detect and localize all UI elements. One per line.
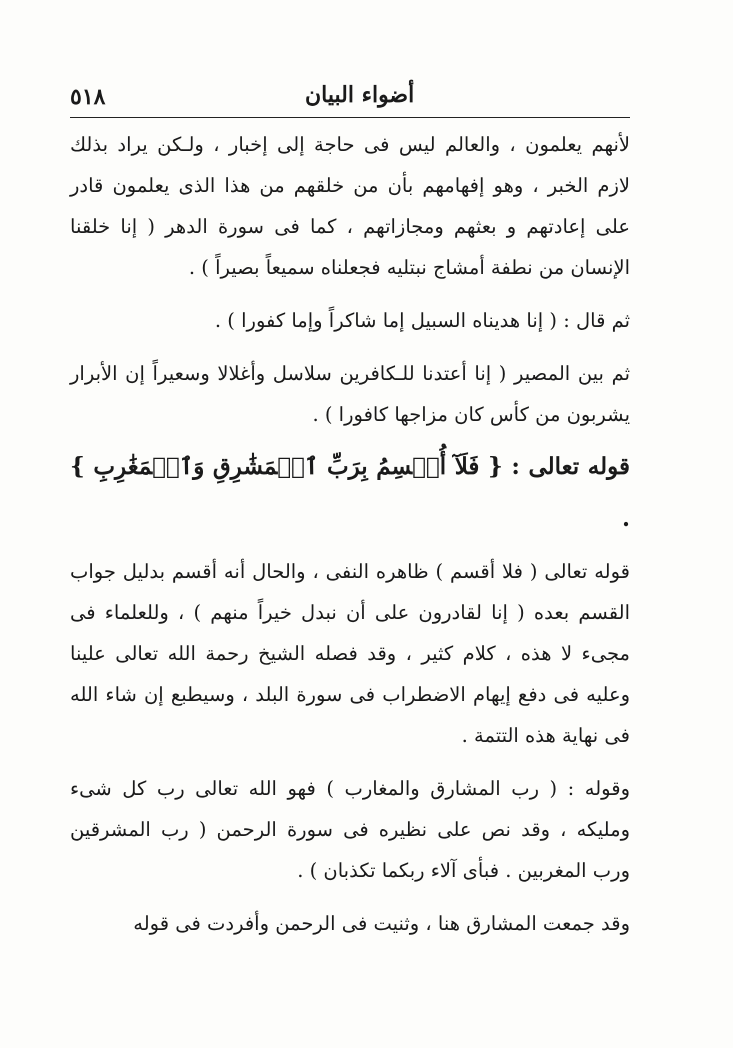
paragraph-5: قوله تعالى ( فلا أقسم ) ظاهره النفى ، والحال أنه أقسم بدليل جواب القسم بعده ( إنا لقادرون على أن نبدل خيراً منهم ) ، وللعلماء فى مجىء لا هذه ، كلام كثير ، وقد فصله الشيخ رحمة الله تعالى علينا وعليه فى دفع إيهام الاضطراب فى سورة البلد ، وسيطبع إن شاء الله فى نهاية هذه التتمة . (70, 560, 630, 747)
paragraph-2: ثم قال : ( إنا هديناه السبيل إما شاكراً وإما كفورا ) . (214, 309, 630, 332)
paragraph-gap (70, 288, 630, 300)
paragraph-gap (70, 891, 630, 903)
paragraph-gap (70, 756, 630, 768)
paragraph-7: وقد جمعت المشارق هنا ، وثنيت فى الرحمن وأفردت فى قوله (133, 912, 630, 935)
verse-heading: قوله تعالى : { فَلَآ أُقۡسِمُ بِرَبِّ ٱلۡمَشَٰرِقِ وَٱلۡمَغَٰرِبِ } . (70, 453, 630, 532)
page-body (70, 124, 630, 944)
running-title: أضواء البيان (305, 82, 415, 108)
paragraph-gap (70, 341, 630, 353)
page-header (70, 80, 630, 116)
paragraph-6: وقوله : ( رب المشارق والمغارب ) فهو الله تعالى رب كل شىء ومليكه ، وقد نص على نظيره فى سورة الرحمن ( رب المشرقين ورب المغربين . فبأى آلاء ربكما تكذبان ) . (70, 777, 630, 882)
page-number: ٥١٨ (70, 84, 106, 110)
paragraph-1: لأنهم يعلمون ، والعالم ليس فى حاجة إلى إخبار ، ولـكن يراد بذلك لازم الخبر ، وهو إفهامهم بأن من خلقهم من هذا الذى يعلمون قادر على إعادتهم و بعثهم ومجازاتهم ، كما فى سورة الدهر ( إنا خلقنا الإنسان من نطفة أمشاج نبتليه فجعلناه سميعاً بصيراً ) . (70, 133, 630, 279)
paragraph-3: ثم بين المصير ( إنا أعتدنا للـكافرين سلاسل وأغلالا وسعيراً إن الأبرار يشربون من كأس كان مزاجها كافورا ) . (70, 362, 630, 426)
header-rule (70, 117, 630, 118)
